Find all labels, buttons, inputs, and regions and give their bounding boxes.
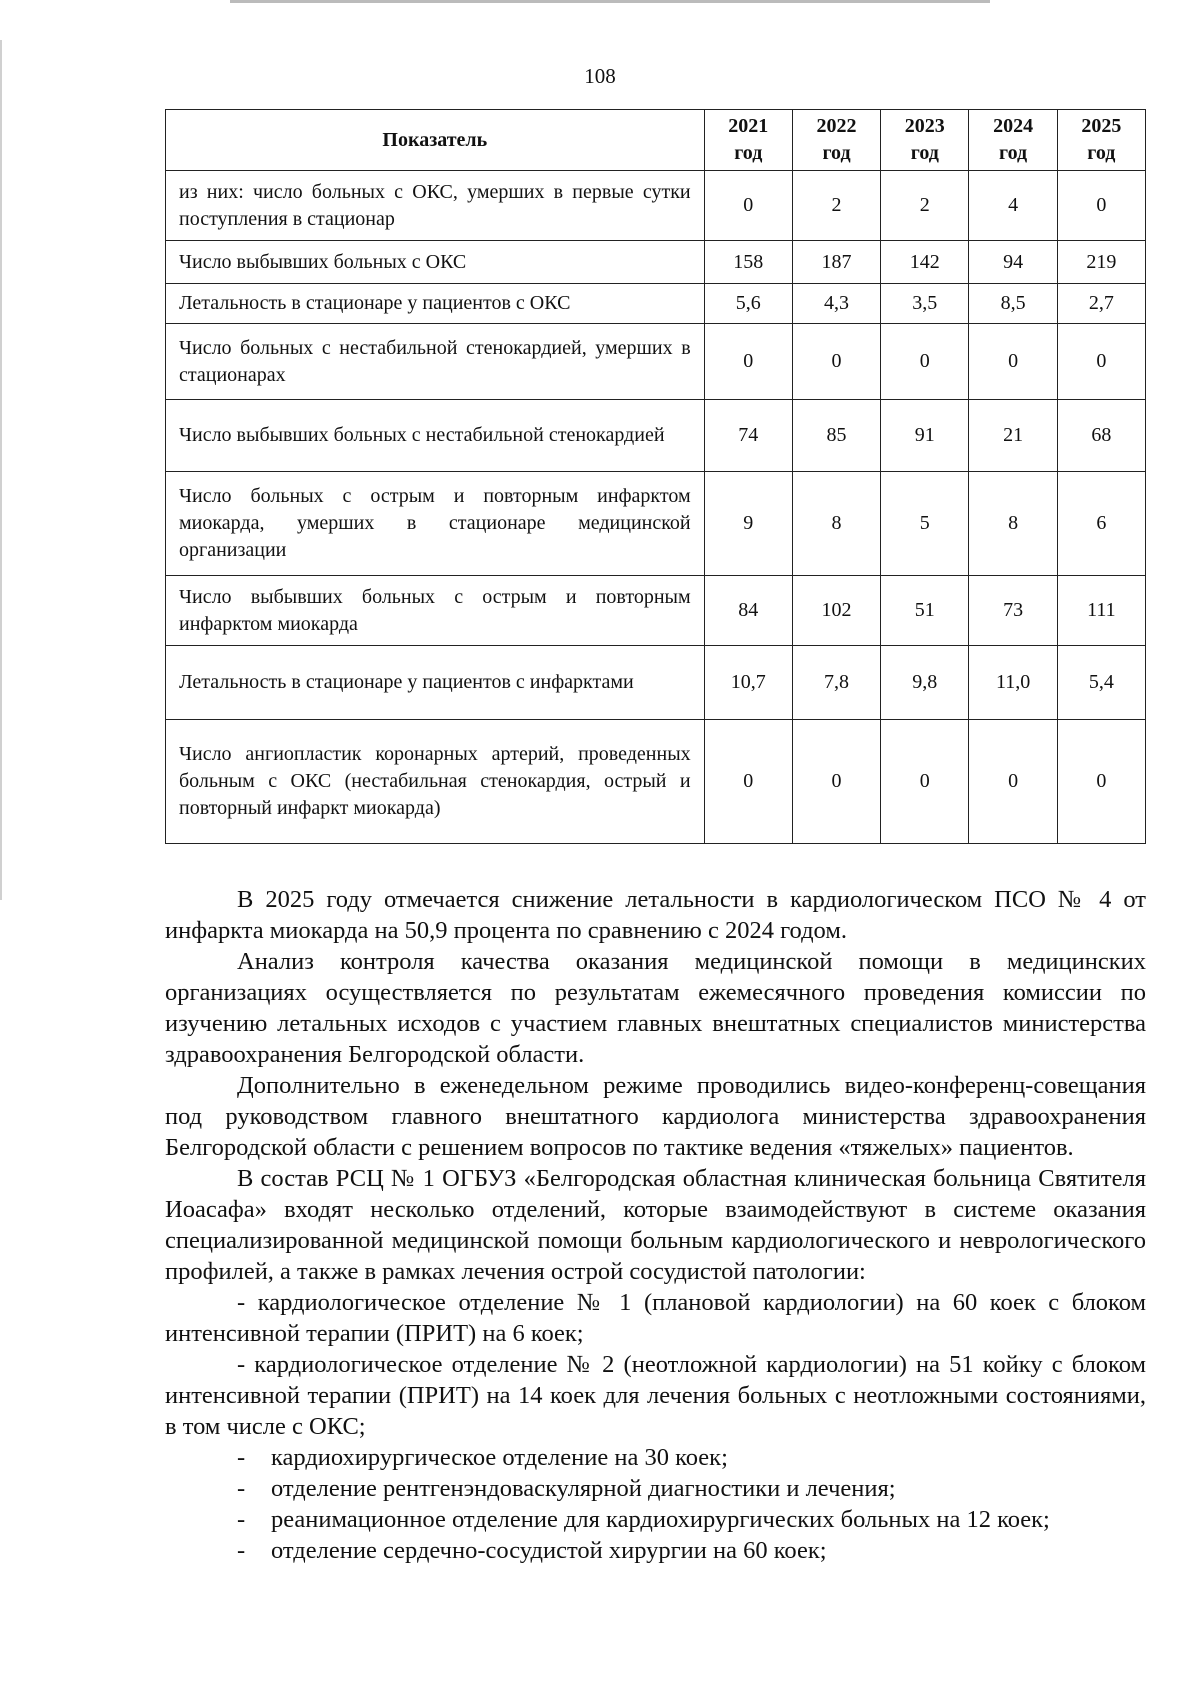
value-cell: 111	[1057, 576, 1145, 646]
value-cell: 102	[792, 576, 880, 646]
value-cell: 21	[969, 400, 1057, 472]
indicator-cell: Число больных с нестабильной стенокардией, умерших в стационарах	[166, 324, 705, 400]
indicator-cell: Летальность в стационаре у пациентов с инфарктами	[166, 646, 705, 720]
value-cell: 0	[704, 171, 792, 241]
value-cell: 51	[881, 576, 969, 646]
indicator-cell: Число больных с острым и повторным инфарктом миокарда, умерших в стационаре медицинской организации	[166, 472, 705, 576]
list-item	[237, 1504, 1146, 1535]
header-year: 2024	[993, 115, 1034, 137]
scan-artifact-left	[0, 40, 2, 900]
header-year-2021	[704, 110, 792, 171]
indicator-cell: Число выбывших больных с нестабильной стенокардией	[166, 400, 705, 472]
value-cell: 73	[969, 576, 1057, 646]
list-item	[237, 1442, 1146, 1473]
value-cell: 5	[881, 472, 969, 576]
page-number: 108	[584, 64, 616, 88]
value-cell: 142	[881, 241, 969, 284]
list-item	[237, 1535, 1146, 1566]
value-cell: 85	[792, 400, 880, 472]
value-cell: 0	[881, 324, 969, 400]
value-cell: 219	[1057, 241, 1145, 284]
list-item-text: отделение рентгенэндоваскулярной диагностики и лечения;	[271, 1475, 896, 1502]
value-cell: 8	[969, 472, 1057, 576]
value-cell: 10,7	[704, 646, 792, 720]
header-year-2025	[1057, 110, 1145, 171]
list-item	[237, 1473, 1146, 1504]
list-item-cardiology-1: - кардиологическое отделение № 1 (плановой кардиологии) на 60 коек с блоком интенсивной терапии (ПРИТ) на 6 коек;	[165, 1289, 1146, 1347]
value-cell: 74	[704, 400, 792, 472]
list-dash: -	[237, 1444, 246, 1471]
value-cell: 8,5	[969, 284, 1057, 324]
value-cell: 0	[1057, 720, 1145, 844]
value-cell: 94	[969, 241, 1057, 284]
value-cell: 0	[1057, 324, 1145, 400]
list-item-cardiology-2: - кардиологическое отделение № 2 (неотложной кардиологии) на 51 койку с блоком интенсивной терапии (ПРИТ) на 14 коек для лечения больных с неотложными состояниями, в том числе с ОКС;	[165, 1351, 1146, 1440]
value-cell: 9	[704, 472, 792, 576]
table-row	[166, 284, 1146, 324]
header-year-unit: год	[734, 142, 763, 164]
value-cell: 68	[1057, 400, 1145, 472]
value-cell: 2	[881, 171, 969, 241]
value-cell: 0	[792, 720, 880, 844]
indicator-cell: Число ангиопластик коронарных артерий, проведенных больным с ОКС (нестабильная стенокардия, острый и повторный инфаркт миокарда)	[166, 720, 705, 844]
value-cell: 2	[792, 171, 880, 241]
indicator-cell: из них: число больных с ОКС, умерших в первые сутки поступления в стационар	[166, 171, 705, 241]
value-cell: 7,8	[792, 646, 880, 720]
list-item-text: отделение сердечно-сосудистой хирургии на 60 коек;	[271, 1537, 827, 1564]
value-cell: 3,5	[881, 284, 969, 324]
indicator-cell: Летальность в стационаре у пациентов с ОКС	[166, 284, 705, 324]
value-cell: 187	[792, 241, 880, 284]
paragraph-mortality-decline: В 2025 году отмечается снижение летальности в кардиологическом ПСО № 4 от инфаркта миокарда на 50,9 процента по сравнению с 2024 годом.	[165, 886, 1146, 944]
value-cell: 0	[969, 720, 1057, 844]
indicators-table	[165, 109, 1146, 844]
header-year-unit: год	[999, 142, 1028, 164]
list-dash: -	[237, 1537, 246, 1564]
table-row	[166, 400, 1146, 472]
value-cell: 0	[792, 324, 880, 400]
value-cell: 84	[704, 576, 792, 646]
value-cell: 5,6	[704, 284, 792, 324]
table-row	[166, 324, 1146, 400]
header-year-2024	[969, 110, 1057, 171]
value-cell: 158	[704, 241, 792, 284]
header-year: 2022	[816, 115, 857, 137]
paragraph-quality-control: Анализ контроля качества оказания медицинской помощи в медицинских организациях осуществляется по результатам ежемесячного проведения комиссии по изучению летальных исходов с участием главных внештатных специалистов министерства здравоохранения Белгородской области.	[165, 948, 1146, 1068]
value-cell: 4,3	[792, 284, 880, 324]
scan-artifact-top	[230, 0, 990, 3]
body-text	[165, 884, 1146, 1566]
table-header-row	[166, 110, 1146, 171]
value-cell: 5,4	[1057, 646, 1145, 720]
value-cell: 4	[969, 171, 1057, 241]
header-year-2022	[792, 110, 880, 171]
header-year: 2025	[1081, 115, 1122, 137]
list-item-text: реанимационное отделение для кардиохирургических больных на 12 коек;	[271, 1506, 1050, 1533]
paragraph-rsc-structure: В состав РСЦ № 1 ОГБУЗ «Белгородская областная клиническая больница Святителя Иоасафа» входят несколько отделений, которые взаимодействуют в системе оказания специализированной медицинской помощи больным кардиологического и неврологического профилей, а также в рамках лечения острой сосудистой патологии:	[165, 1165, 1146, 1285]
table-row	[166, 576, 1146, 646]
header-year: 2023	[904, 115, 945, 137]
header-year-unit: год	[1087, 142, 1116, 164]
table-row	[166, 472, 1146, 576]
header-year: 2021	[728, 115, 769, 137]
value-cell: 91	[881, 400, 969, 472]
value-cell: 0	[1057, 171, 1145, 241]
indicator-cell: Число выбывших больных с острым и повторным инфарктом миокарда	[166, 576, 705, 646]
paragraph-video-conferences: Дополнительно в еженедельном режиме проводились видео-конференц-совещания под руководством главного внештатного кардиолога министерства здравоохранения Белгородской области с решением вопросов по тактике ведения «тяжелых» пациентов.	[165, 1072, 1146, 1161]
value-cell: 0	[881, 720, 969, 844]
table-row	[166, 171, 1146, 241]
value-cell: 8	[792, 472, 880, 576]
value-cell: 0	[704, 324, 792, 400]
value-cell: 9,8	[881, 646, 969, 720]
header-year-unit: год	[910, 142, 939, 164]
header-indicator: Показатель	[166, 110, 705, 171]
value-cell: 6	[1057, 472, 1145, 576]
header-year-2023	[881, 110, 969, 171]
table-row	[166, 646, 1146, 720]
header-year-unit: год	[822, 142, 851, 164]
list-item-text: кардиохирургическое отделение на 30 коек;	[271, 1444, 728, 1471]
list-dash: -	[237, 1506, 246, 1533]
value-cell: 2,7	[1057, 284, 1145, 324]
indicator-cell: Число выбывших больных с ОКС	[166, 241, 705, 284]
value-cell: 0	[969, 324, 1057, 400]
list-dash: -	[237, 1475, 246, 1502]
value-cell: 11,0	[969, 646, 1057, 720]
value-cell: 0	[704, 720, 792, 844]
table-row	[166, 720, 1146, 844]
table-row	[166, 241, 1146, 284]
